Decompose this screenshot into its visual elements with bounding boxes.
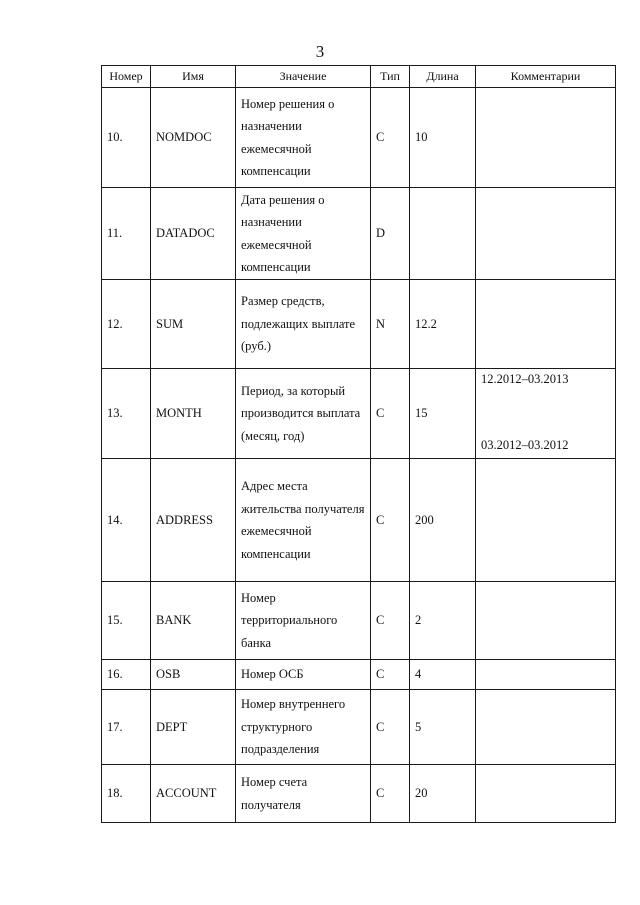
page-number: 3 [315,42,325,61]
field-comment [476,765,616,823]
field-value: Номер счета получателя [236,765,371,823]
field-length [410,188,476,280]
row-number: 11. [102,188,151,280]
field-value: Размер средств, подлежащих выплате (руб.) [236,280,371,369]
field-name: NOMDOC [151,88,236,188]
row-number: 10. [102,88,151,188]
field-type: C [371,88,410,188]
row-number: 15. [102,582,151,660]
field-name: MONTH [151,369,236,459]
table-row [102,582,616,660]
field-length: 5 [410,690,476,765]
field-type: C [371,582,410,660]
field-length: 20 [410,765,476,823]
header-name: Имя [151,66,236,88]
row-number: 13. [102,369,151,459]
table-row [102,690,616,765]
table-row [102,459,616,582]
row-number: 12. [102,280,151,369]
table-header-row [102,66,616,88]
field-value: Адрес места жительства получателя ежемесячной компенсации [236,459,371,582]
table-row [102,660,616,690]
header-number: Номер [102,66,151,88]
table-row [102,188,616,280]
field-type: C [371,765,410,823]
field-type: C [371,660,410,690]
field-spec-table [101,65,616,823]
comment-period-1: 12.2012–03.2013 [481,372,569,386]
field-comment [476,280,616,369]
table-row [102,765,616,823]
field-comment [476,690,616,765]
field-value: Период, за который производится выплата (месяц, год) [236,369,371,459]
field-length: 15 [410,369,476,459]
field-type: C [371,459,410,582]
field-comment [476,582,616,660]
field-comment [476,369,616,459]
field-value: Номер ОСБ [236,660,371,690]
header-length: Длина [410,66,476,88]
field-name: ACCOUNT [151,765,236,823]
field-type: N [371,280,410,369]
field-name: DEPT [151,690,236,765]
row-number: 14. [102,459,151,582]
header-type: Тип [371,66,410,88]
comment-period-2: 03.2012–03.2012 [481,438,569,452]
field-value: Дата решения о назначении ежемесячной компенсации [236,188,371,280]
field-name: SUM [151,280,236,369]
field-type: C [371,369,410,459]
field-comment [476,88,616,188]
row-number: 17. [102,690,151,765]
field-length: 200 [410,459,476,582]
field-comment [476,188,616,280]
row-number: 16. [102,660,151,690]
table-row [102,88,616,188]
field-comment [476,660,616,690]
field-value: Номер территориального банка [236,582,371,660]
field-length: 4 [410,660,476,690]
table-row [102,369,616,459]
header-value: Значение [236,66,371,88]
field-comment [476,459,616,582]
field-length: 10 [410,88,476,188]
field-value: Номер внутреннего структурного подразделения [236,690,371,765]
table-row [102,280,616,369]
field-length: 2 [410,582,476,660]
field-name: ADDRESS [151,459,236,582]
field-name: BANK [151,582,236,660]
field-name: DATADOC [151,188,236,280]
row-number: 18. [102,765,151,823]
field-value: Номер решения о назначении ежемесячной компенсации [236,88,371,188]
field-type: C [371,690,410,765]
header-comments: Комментарии [476,66,616,88]
field-length: 12.2 [410,280,476,369]
field-type: D [371,188,410,280]
field-name: OSB [151,660,236,690]
